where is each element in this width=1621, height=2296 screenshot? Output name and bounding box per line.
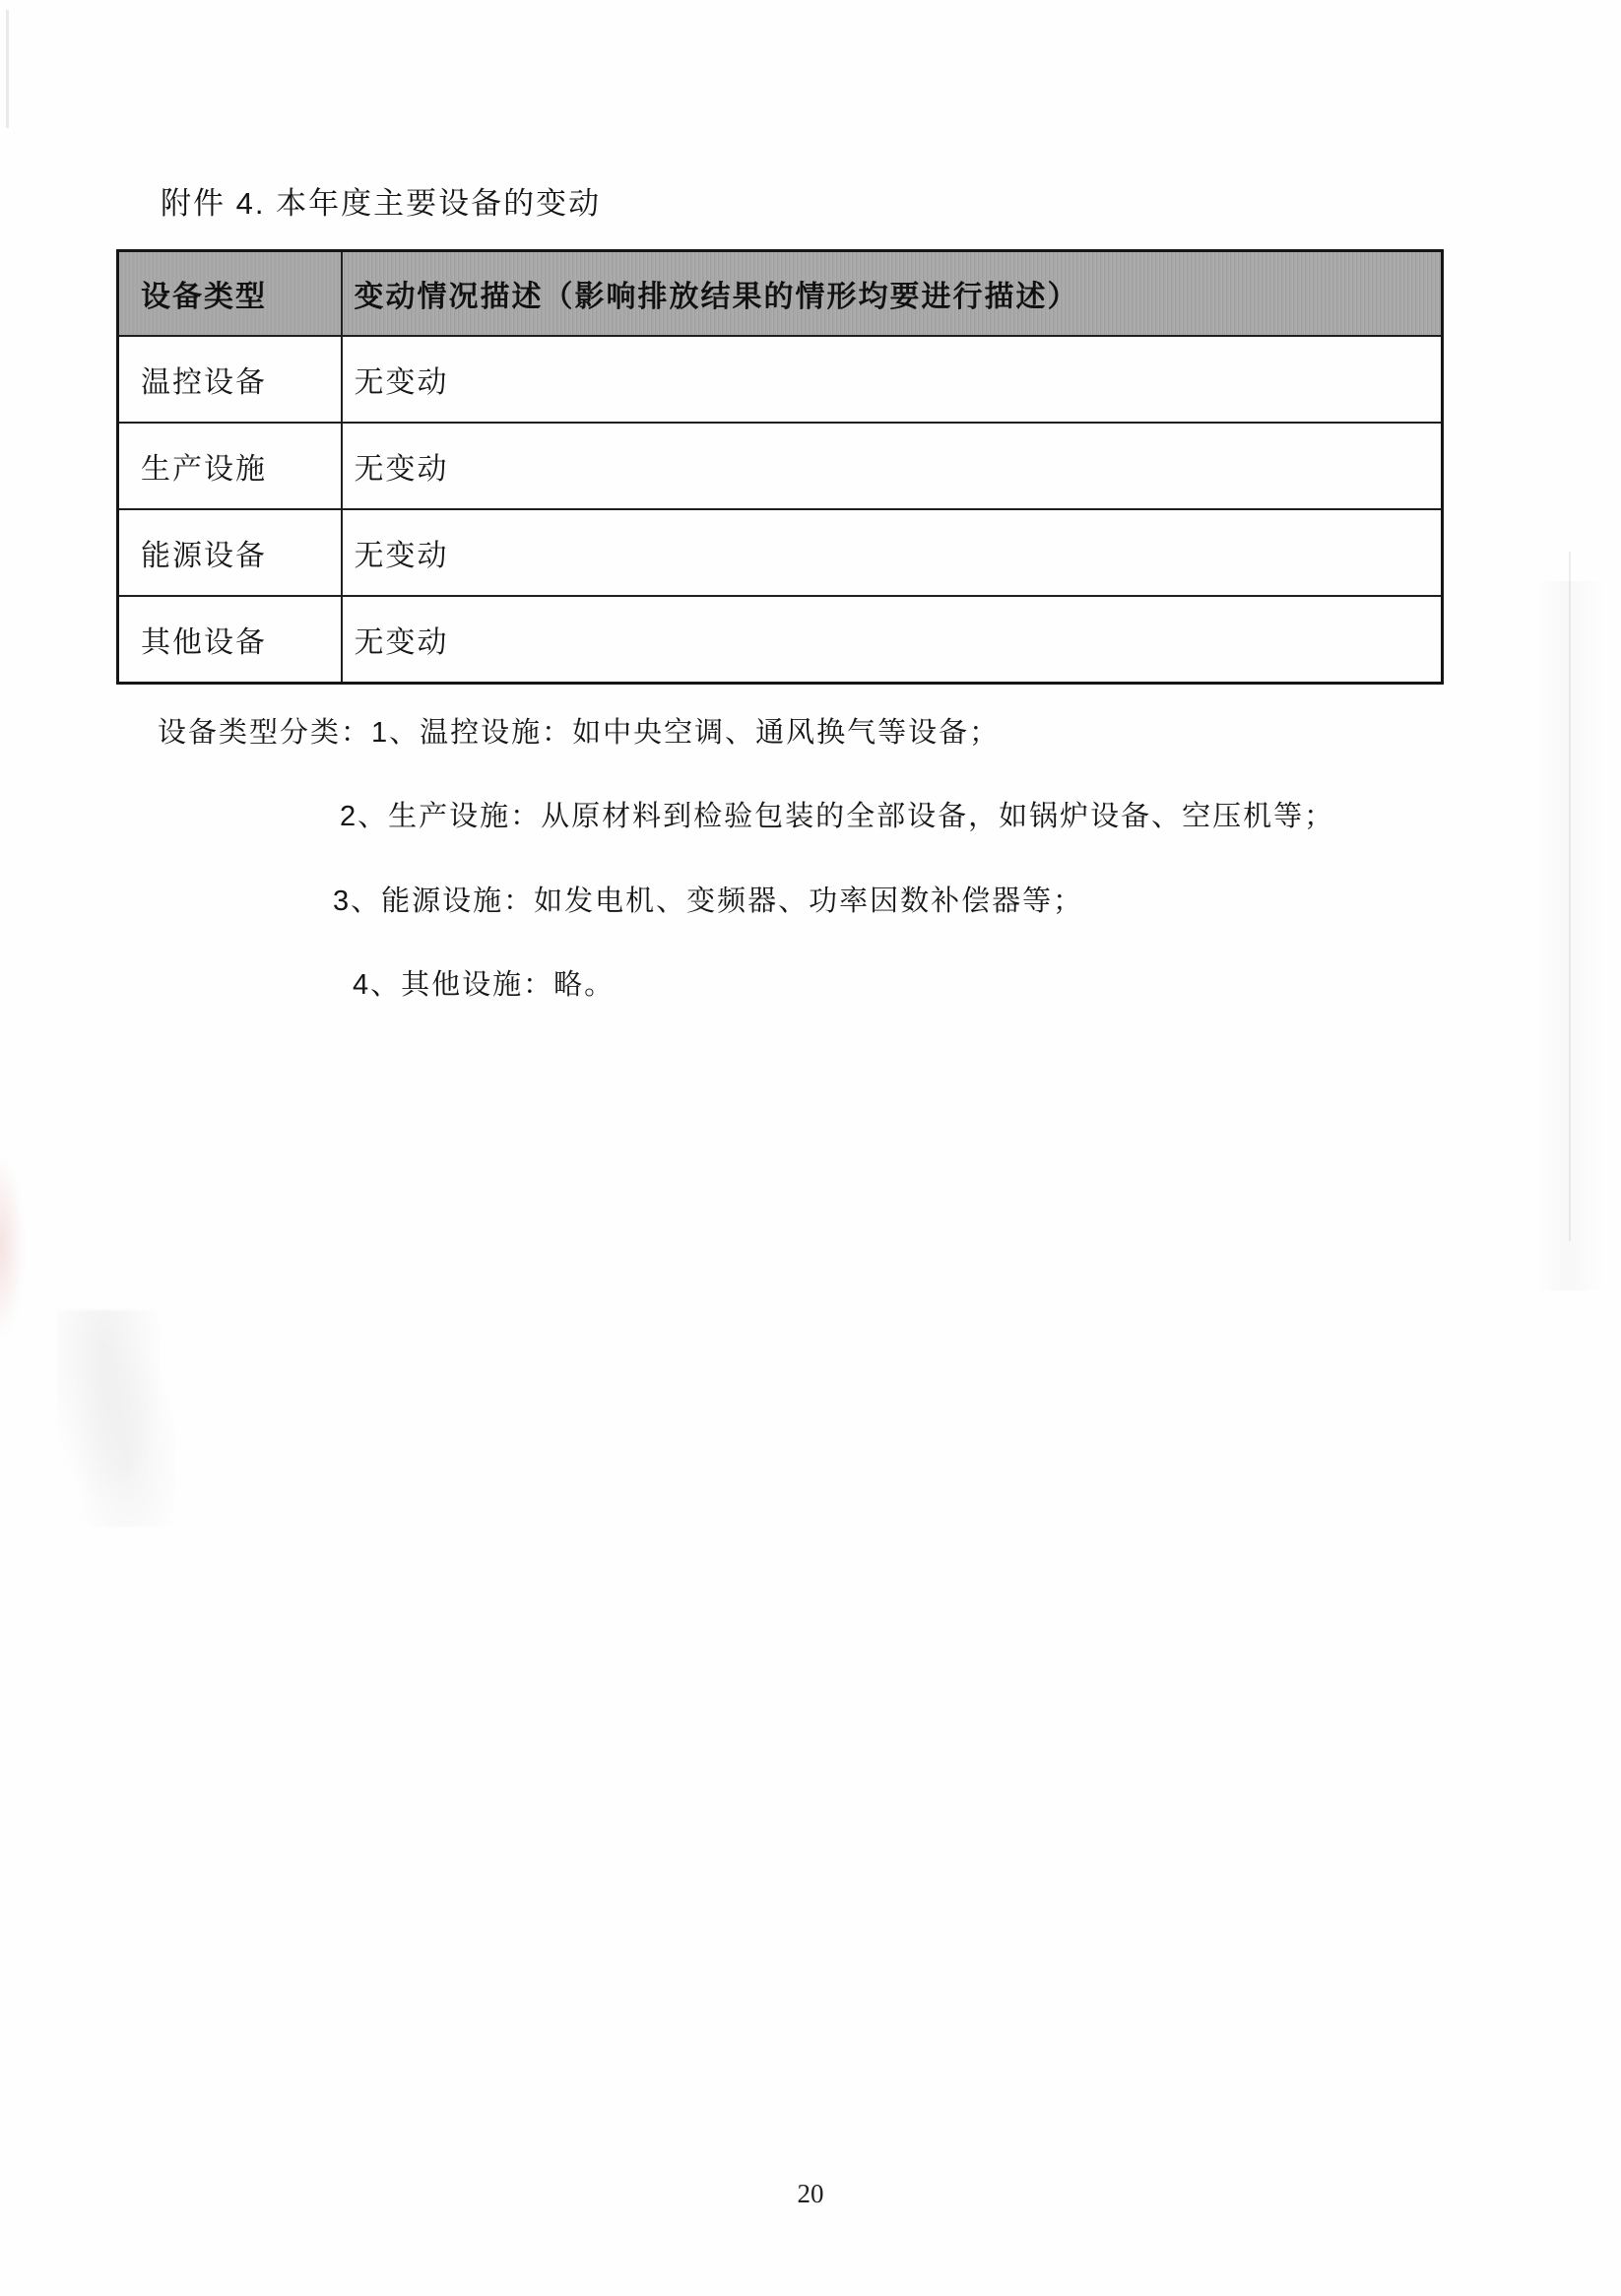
equipment-change-table bbox=[116, 249, 1444, 685]
cell-change-description: 无变动 bbox=[342, 596, 1443, 684]
note-line-1: 设备类型分类：1、温控设施：如中央空调、通风换气等设备； bbox=[158, 717, 1001, 749]
scan-artifact-pink-smudge bbox=[0, 1152, 26, 1340]
scan-artifact-gray-smudge bbox=[57, 1310, 175, 1527]
table-row bbox=[118, 336, 1443, 423]
table-row bbox=[118, 509, 1443, 596]
scan-artifact-right-band bbox=[1536, 581, 1605, 1290]
cell-equipment-type: 能源设备 bbox=[118, 509, 342, 596]
attachment-title: 附件 4. 本年度主要设备的变动 bbox=[161, 186, 602, 221]
table-row bbox=[118, 423, 1443, 509]
scan-artifact-left-edge bbox=[6, 10, 9, 128]
table-header-row bbox=[118, 251, 1443, 337]
cell-equipment-type: 温控设备 bbox=[118, 336, 342, 423]
header-cell-change-description: 变动情况描述（影响排放结果的情形均要进行描述） bbox=[342, 251, 1443, 337]
header-cell-equipment-type: 设备类型 bbox=[118, 251, 342, 337]
scan-artifact-right-line bbox=[1569, 552, 1571, 1241]
cell-change-description: 无变动 bbox=[342, 423, 1443, 509]
cell-equipment-type: 生产设施 bbox=[118, 423, 342, 509]
note-line-3: 3、能源设施：如发电机、变频器、功率因数补偿器等； bbox=[333, 886, 1084, 917]
cell-equipment-type: 其他设备 bbox=[118, 596, 342, 684]
table-row bbox=[118, 596, 1443, 684]
cell-change-description: 无变动 bbox=[342, 509, 1443, 596]
cell-change-description: 无变动 bbox=[342, 336, 1443, 423]
note-line-2: 2、生产设施：从原材料到检验包装的全部设备，如锅炉设备、空压机等； bbox=[340, 801, 1335, 832]
note-line-4: 4、其他设施：略。 bbox=[353, 969, 616, 1001]
page-number: 20 bbox=[797, 2179, 824, 2208]
